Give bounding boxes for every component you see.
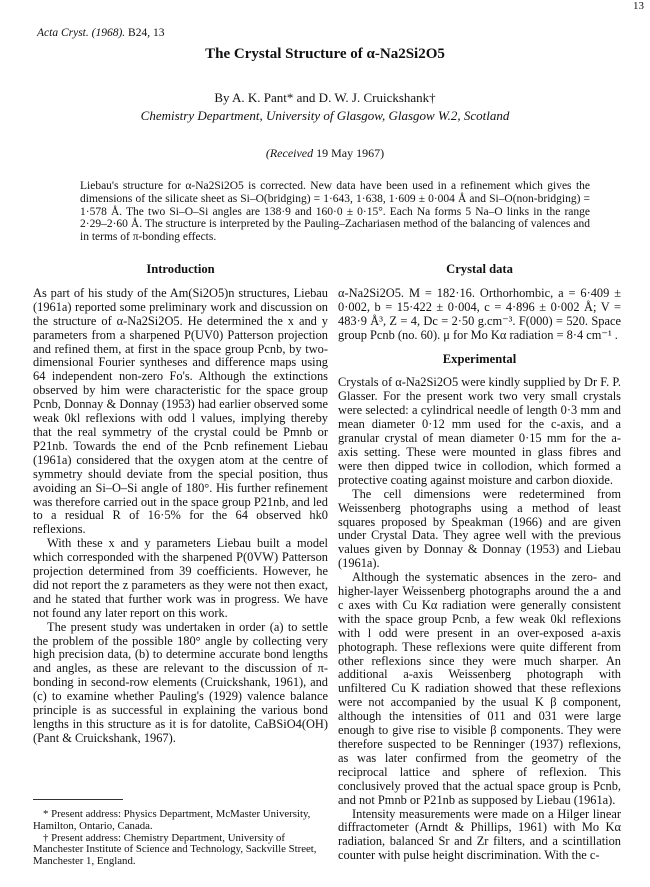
experimental-heading: Experimental	[442, 351, 517, 366]
experimental-paragraph: Crystals of α-Na2Si2O5 were kindly supplied by Dr F. P. Glasser. For the present work two very small crystals were selected: a cylindrical needle of length 0·3 mm and mean diameter 0·12 mm used for the c-axis, and a granular crystal of mean diameter 0·15 mm for the a-axis setting. These were mounted in glass fibres and were then dipped twice in collodion, which formed a protective coating against moisture and carbon dioxide.	[338, 375, 621, 487]
right-column	[338, 263, 621, 863]
intro-paragraph: With these x and y parameters Liebau built a model which corresponded with the sharpened P(0VW) Patterson projection determined from 39 coefficients. However, he did not report the z parameters as they were not then exact, and he stated that further work was in progress. We have not found any later report on this work.	[33, 536, 328, 620]
received-value: 19 May 1967)	[316, 146, 385, 160]
footnotes	[33, 809, 328, 868]
article-title: The Crystal Structure of α-Na2Si2O5	[205, 46, 445, 62]
journal-citation	[37, 27, 164, 39]
experimental-paragraph: The cell dimensions were redetermined from Weissenberg photographs using a method of least squares proposed by Speakman (1966) and are given under Crystal Data. They agree well with the previous values given by Donnay & Donnay (1953) and Liebau (1961a).	[338, 486, 621, 571]
received-prefix: (Received	[265, 146, 314, 160]
abstract: Liebau's structure for α-Na2Si2O5 is corrected. New data have been used in a refinement which gives the dimensions of the silicate sheet as Si–O(bridging) = 1·643, 1·638, 1·609 ± 0·004 Å and Si–O(non-bridging) = 1·578 Å. The two Si–O–Si angles are 138·9 and 160·0 ± 0·15°. Each Na forms 5 Na–O links in the range 2·29–2·60 Å. The structure is interpreted by the Pauling–Zachariasen method of the balancing of valences and in terms of π-bonding effects.	[80, 180, 590, 244]
article-authors: By A. K. Pant* and D. W. J. Cruickshank†	[214, 90, 436, 105]
crystal-data-heading: Crystal data	[446, 262, 513, 276]
article-affiliation: Chemistry Department, University of Glasgow, Glasgow W.2, Scotland	[140, 108, 510, 123]
received-date	[0, 146, 650, 161]
footnote-rule	[33, 799, 123, 800]
citation-journal: Acta Cryst. (1968).	[37, 27, 126, 39]
introduction-heading: Introduction	[146, 262, 215, 276]
footnote: † Present address: Chemistry Department, University of Manchester Institute of Science and Technology, Sackville Street, Manchester 1, England.	[33, 831, 317, 868]
intro-paragraph: As part of his study of the Am(Si2O5)n structures, Liebau (1961a) reported some preliminary work and discussion on the structure of α-Na2Si2O5. He determined the x and y parameters from a sharpened P(UV0) Patterson projection and refined them, at first in the space group Pcnb, by two-dimensional Fourier syntheses and difference maps using 64 independent non-zero Fo's. Although the extinctions observed by him were characteristic for the space group Pcnb, Donnay & Donnay (1953) had earlier observed some weak 0kl reflexions with odd l values, implying thereby that the real symmetry of the crystal could be Pmnb or P21nb. Towards the end of the Pcnb refinement Liebau (1961a) considered that the oxygen atom at the centre of symmetry should deviate from the special position, thus avoiding an Si–O–Si angle of 180°. His further refinement was therefore carried out in the space group P21nb, and led to a residual R of 16·5% for the 64 observed hk0 reflexions.	[33, 285, 328, 537]
crystal-data-text: α-Na2Si2O5. M = 182·16. Orthorhombic, a = 6·409 ± 0·002, b = 15·422 ± 0·004, c = 4·896 ± 0·002 Å; V = 483·9 Å³, Z = 4, Dc = 2·50 g.cm⁻³. F(000) = 520. Space group Pcnb (no. 60). μ for Mo Kα radiation = 8·4 cm⁻¹ .	[338, 285, 621, 342]
page-number: 13	[633, 0, 644, 12]
footnote: * Present address: Physics Department, McMaster University, Hamilton, Ontario, Canada.	[33, 808, 311, 832]
intro-paragraph: The present study was undertaken in order (a) to settle the problem of the possible 180° angle by collecting very high precision data, (b) to determine accurate bond lengths and angles, as these are relevant to the discussion of π-bonding in second-row elements (Cruickshank, 1961), and (c) to examine whether Pauling's (1929) valence balance principle is as successful in explaining the various bond lengths in this structure as it is for datolite, CaBSiO4(OH) (Pant & Cruickshank, 1967).	[33, 619, 328, 745]
left-column	[33, 263, 328, 746]
citation-volume: B24, 13	[128, 27, 165, 39]
experimental-paragraph: Intensity measurements were made on a Hilger linear diffractometer (Arndt & Phillips, 1961) with Mo Kα radiation, balanced Sr and Zr filters, and a scintillation counter with pulse height discrimination. With the c-	[338, 806, 621, 863]
experimental-paragraph: Although the systematic absences in the zero- and higher-layer Weissenberg photographs around the a and c axes with Cu Kα radiation were generally consistent with the space group Pcnb, a few weak 0kl reflexions with l odd were present in an over-exposed a-axis photograph. These reflexions were quite different from other reflexions since they were much sharper. An additional a-axis Weissenberg photograph with unfiltered Cu K radiation showed that these reflexions were not accompanied by the usual K β component, although the intensities of 011 and 031 were large enough to give rise to visible β components. They were therefore suspected to be Renninger (1937) reflexions, as was later confirmed from the geometry of the reciprocal lattice and sphere of reflexion. This conclusively proved that the actual space group is Pcnb, and not Pmnb or P21nb as supposed by Liebau (1961a).	[338, 570, 621, 807]
